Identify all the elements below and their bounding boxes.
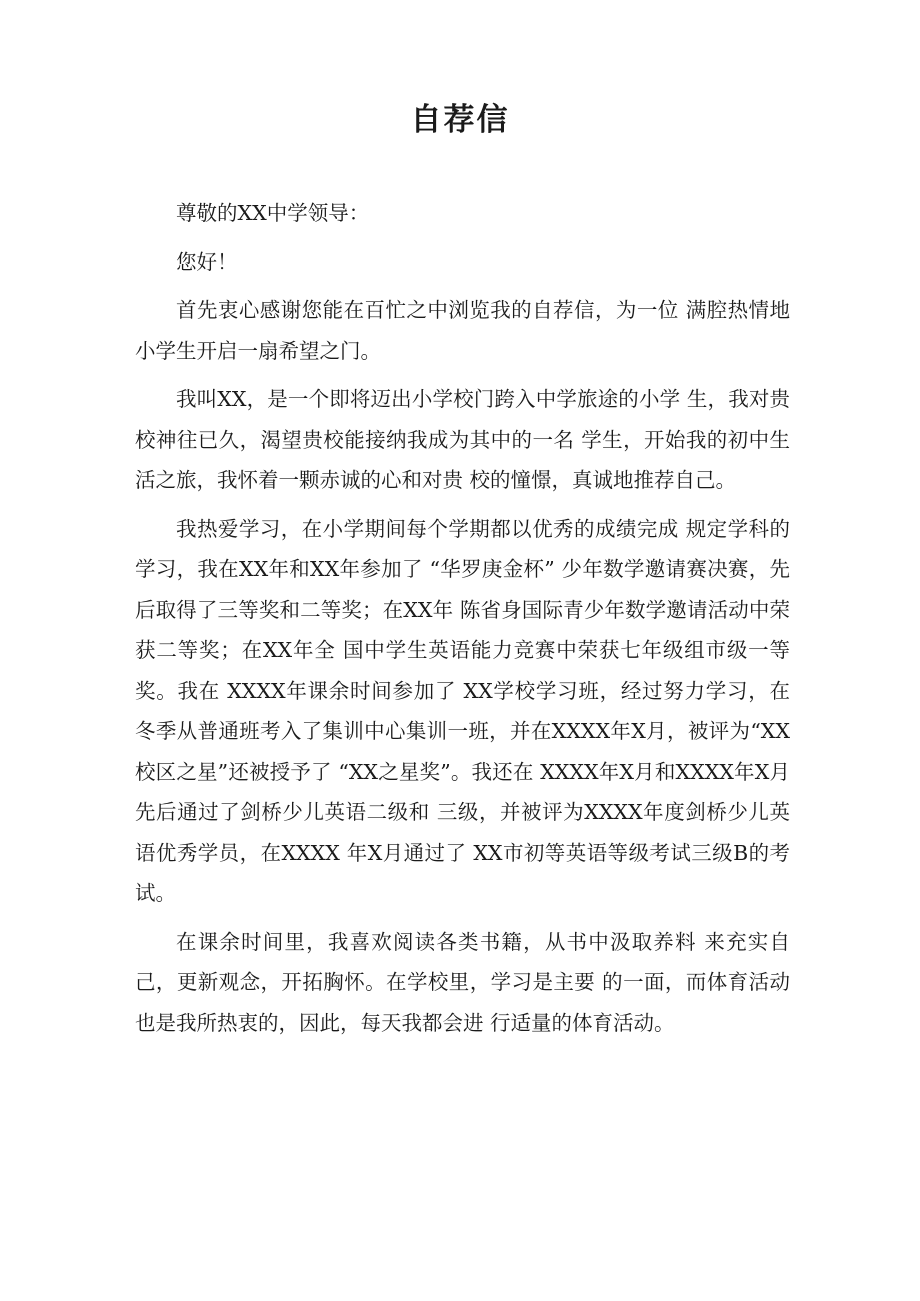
- greeting: 您好！: [176, 249, 238, 274]
- paragraph-self-introduction: 我叫XX，是一个即将迈出小学校门跨入中学旅途的小学 生，我对贵校神往已久，渴望贵校能接纳我成为其中的一名 学生，开始我的初中生活之旅，我怀着一颗赤诚的心和对贵 校的憧憬，真诚地推荐自己。: [135, 387, 790, 492]
- paragraph-achievements: 我热爱学习，在小学期间每个学期都以优秀的成绩完成 规定学科的学习，我在XX年和XX年参加了 “华罗庚金杯” 少年数学邀请赛决赛，先后取得了三等奖和二等奖；在XX年 陈省身国际青少年数学邀请活动中荣获二等奖；在XX年全 国中学生英语能力竞赛中荣获七年级组市级一等奖。我在 XXXX年课余时间参加了 XX学校学习班，经过努力学习，在 冬季从普通班考入了集训中心集训一班，并在XXXX年X月，被评为“XX校区之星”还被授予了 “XX之星奖”。我还在 XXXX年X月和XXXX年X月先后通过了剑桥少儿英语二级和 三级，并被评为XXXX年度剑桥少儿英语优秀学员，在XXXX 年X月通过了 XX市初等英语等级考试三级B的考试。: [135, 516, 790, 905]
- page-title: 自荐信: [410, 102, 510, 138]
- letter-body: [135, 193, 790, 1051]
- paragraph-intro: 首先衷心感谢您能在百忙之中浏览我的自荐信，为一位 满腔热情地小学生开启一扇希望之门。: [135, 298, 790, 363]
- paragraph-hobbies: 在课余时间里，我喜欢阅读各类书籍，从书中汲取养料 来充实自己，更新观念，开拓胸怀。在学校里，学习是主要 的一面，而体育活动也是我所热衷的，因此，每天我都会进 行适量的体育活动。: [135, 929, 790, 1035]
- salutation: 尊敬的XX中学领导：: [176, 201, 370, 225]
